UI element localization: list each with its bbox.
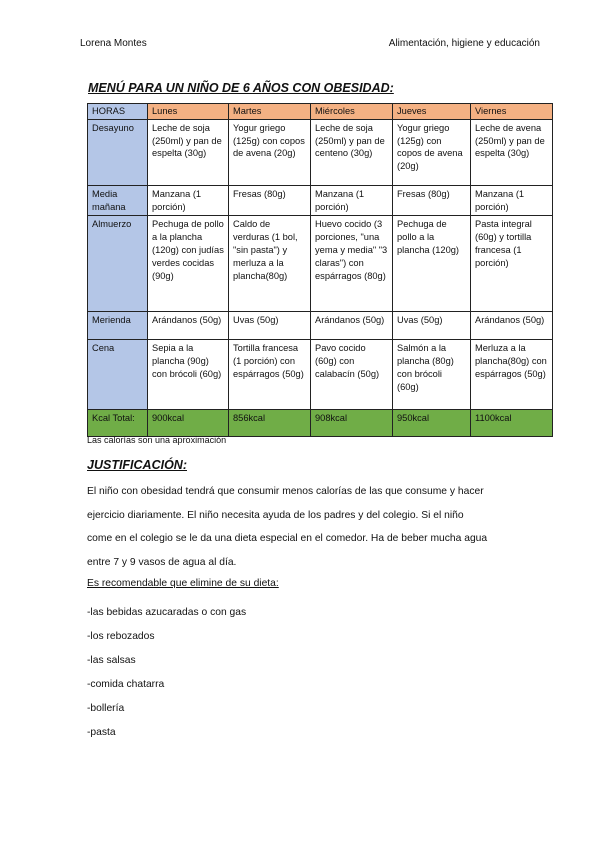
table-cell: Arándanos (50g) xyxy=(148,312,229,340)
calories-note: Las calorías son una aproximación xyxy=(87,435,227,445)
list-item: -las bebidas azucaradas o con gas xyxy=(87,607,247,618)
table-cell: 856kcal xyxy=(229,410,311,437)
list-item: -pasta xyxy=(87,727,116,738)
header-author: Lorena Montes xyxy=(80,38,147,49)
row-label: Desayuno xyxy=(88,119,148,185)
table-cell: Leche de soja (250ml) y pan de espelta (30g) xyxy=(148,119,229,185)
table-row-almuerzo xyxy=(88,216,553,312)
recommendations-list xyxy=(87,601,246,745)
table-cell: Uvas (50g) xyxy=(393,312,471,340)
table-cell: Pasta integral (60g) y tortilla francesa (1 porción) xyxy=(471,216,553,312)
table-header-row xyxy=(88,104,553,120)
table-cell: Leche de soja (250ml) y pan de centeno (30g) xyxy=(311,119,393,185)
table-cell: Manzana (1 porción) xyxy=(148,185,229,216)
list-item: -comida chatarra xyxy=(87,679,165,690)
list-item: -las salsas xyxy=(87,655,136,666)
row-label: Kcal Total: xyxy=(88,410,148,437)
row-label: Merienda xyxy=(88,312,148,340)
column-header-horas: HORAS xyxy=(88,104,148,120)
menu-title: MENÚ PARA UN NIÑO DE 6 AÑOS CON OBESIDAD: xyxy=(88,81,394,95)
table-cell: Arándanos (50g) xyxy=(471,312,553,340)
table-cell: Huevo cocido (3 porciones, "una yema y media" "3 claras") con espárragos (80g) xyxy=(311,216,393,312)
column-header-viernes: Viernes xyxy=(471,104,553,120)
table-cell: 1100kcal xyxy=(471,410,553,437)
table-cell: Merluza a la plancha(80g) con espárragos (50g) xyxy=(471,340,553,410)
table-cell: Pavo cocido (60g) con calabacín (50g) xyxy=(311,340,393,410)
table-cell: Sepia a la plancha (90g) con brócoli (60g) xyxy=(148,340,229,410)
table-row-cena xyxy=(88,340,553,410)
list-item: -los rebozados xyxy=(87,631,155,642)
column-header-miercoles: Miércoles xyxy=(311,104,393,120)
table-cell: Arándanos (50g) xyxy=(311,312,393,340)
table-cell: Pechuga de pollo a la plancha (120g) xyxy=(393,216,471,312)
table-cell: Yogur griego (125g) con copos de avena (20g) xyxy=(229,119,311,185)
table-cell: Yogur griego (125g) con copos de avena (20g) xyxy=(393,119,471,185)
justification-title: JUSTIFICACIÓN: xyxy=(87,458,187,472)
header-subject: Alimentación, higiene y educación xyxy=(388,38,540,49)
table-row-desayuno xyxy=(88,119,553,185)
row-label: Almuerzo xyxy=(88,216,148,312)
menu-table xyxy=(87,103,553,437)
table-cell: 950kcal xyxy=(393,410,471,437)
paragraph-line: come en el colegio se le da una dieta especial en el comedor. Ha de beber mucha agua xyxy=(87,533,488,544)
column-header-martes: Martes xyxy=(229,104,311,120)
list-item: -bollería xyxy=(87,703,125,714)
column-header-jueves: Jueves xyxy=(393,104,471,120)
paragraph-line: El niño con obesidad tendrá que consumir menos calorías de las que consume y hacer xyxy=(87,486,484,497)
recommendations-title: Es recomendable que elimine de su dieta: xyxy=(87,578,279,589)
table-cell: 908kcal xyxy=(311,410,393,437)
table-cell: 900kcal xyxy=(148,410,229,437)
paragraph-line: ejercicio diariamente. El niño necesita ayuda de los padres y del colegio. Si el niño xyxy=(87,509,464,521)
table-cell: Manzana (1 porción) xyxy=(311,185,393,216)
table-row-media-manana xyxy=(88,185,553,216)
table-row-total xyxy=(88,410,553,437)
table-cell: Manzana (1 porción) xyxy=(471,185,553,216)
table-cell: Fresas (80g) xyxy=(229,185,311,216)
table-cell: Salmón a la plancha (80g) con brócoli (60g) xyxy=(393,340,471,410)
table-cell: Caldo de verduras (1 bol, "sin pasta") y merluza a la plancha(80g) xyxy=(229,216,311,312)
row-label: Media mañana xyxy=(88,185,148,216)
table-row-merienda xyxy=(88,312,553,340)
table-cell: Leche de avena (250ml) y pan de espelta (30g) xyxy=(471,119,553,185)
row-label: Cena xyxy=(88,340,148,410)
table-cell: Uvas (50g) xyxy=(229,312,311,340)
table-cell: Tortilla francesa (1 porción) con espárragos (50g) xyxy=(229,340,311,410)
justification-paragraph xyxy=(87,480,527,574)
table-cell: Pechuga de pollo a la plancha (120g) con judías verdes cocidas (90g) xyxy=(148,216,229,312)
table-cell: Fresas (80g) xyxy=(393,185,471,216)
column-header-lunes: Lunes xyxy=(148,104,229,120)
paragraph-line: entre 7 y 9 vasos de agua al día. xyxy=(87,556,237,568)
